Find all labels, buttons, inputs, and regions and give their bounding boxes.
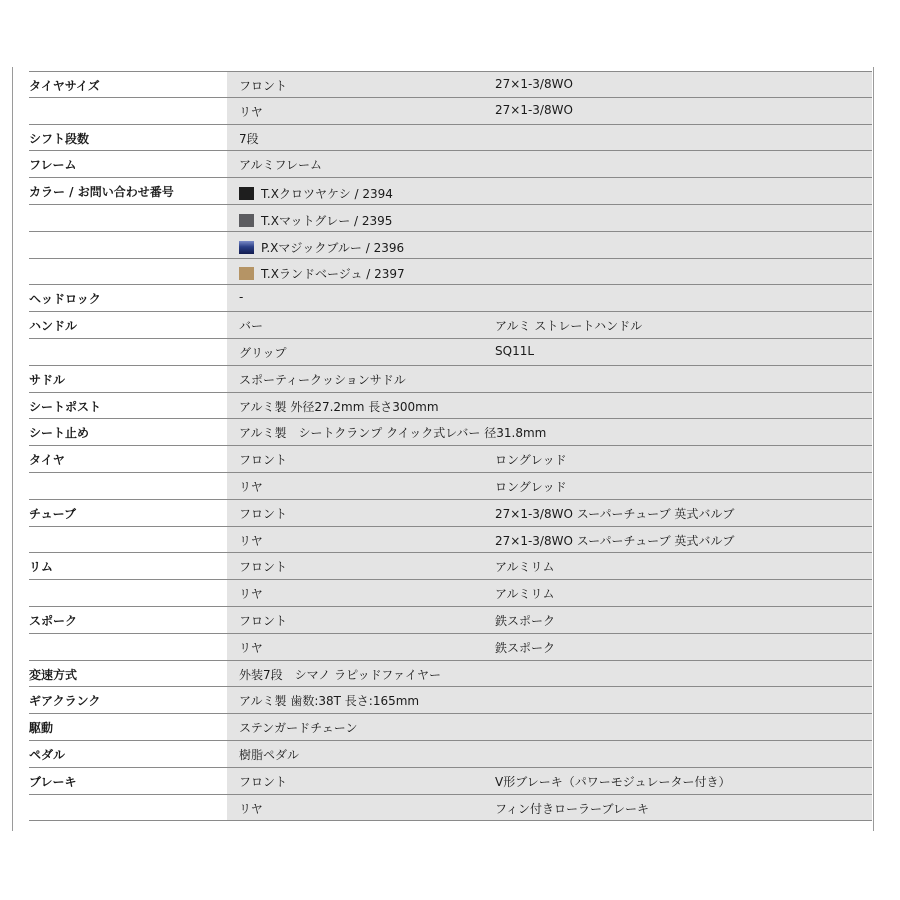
color-option [227, 232, 872, 258]
row-label-empty [29, 259, 227, 285]
cell-value: 鉄スポーク [495, 634, 872, 660]
table-row [29, 151, 872, 178]
sub-label: リヤ [227, 795, 495, 821]
color-name: T.Xランドベージュ / 2397 [261, 267, 405, 282]
table-row [29, 98, 872, 125]
color-name: T.Xクロツヤケシ / 2394 [261, 187, 393, 202]
table-row [29, 205, 872, 232]
row-label-empty [29, 232, 227, 258]
sub-label: フロント [227, 446, 495, 472]
cell-value: アルミフレーム [227, 151, 872, 177]
color-swatch-gray [239, 214, 254, 227]
table-row [29, 795, 872, 822]
cell-value: 鉄スポーク [495, 607, 872, 633]
cell-value: V形ブレーキ（パワーモジュレーター付き） [495, 768, 872, 794]
row-label-empty [29, 473, 227, 499]
row-label-handle: ハンドル [29, 312, 227, 338]
row-label-frame: フレーム [29, 151, 227, 177]
cell-value: 27×1-3/8WO スーパーチューブ 英式バルブ [495, 527, 872, 553]
row-label-gear-system: 変速方式 [29, 661, 227, 687]
cell-value: アルミリム [495, 580, 872, 606]
row-label-drive: 駆動 [29, 714, 227, 740]
row-label-empty [29, 795, 227, 821]
cell-value: 7段 [227, 125, 872, 151]
cell-value: ロングレッド [495, 446, 872, 472]
row-label-empty [29, 580, 227, 606]
table-row [29, 339, 872, 366]
cell-value: アルミ製 外径27.2mm 長さ300mm [227, 393, 872, 419]
sub-label: フロント [227, 72, 495, 97]
cell-value: - [227, 285, 872, 311]
cell-value: ステンガードチェーン [227, 714, 872, 740]
table-row [29, 473, 872, 500]
cell-value: フィン付きローラーブレーキ [495, 795, 872, 821]
cell-value: ロングレッド [495, 473, 872, 499]
sub-label: フロント [227, 553, 495, 579]
cell-value: 27×1-3/8WO [495, 98, 872, 124]
spec-table [29, 71, 872, 821]
table-row [29, 125, 872, 152]
table-row [29, 634, 872, 661]
table-row [29, 768, 872, 795]
cell-value: アルミ製 シートクランプ クイック式レバー 径31.8mm [227, 419, 872, 445]
cell-value: アルミ ストレートハンドル [495, 312, 872, 338]
table-row [29, 419, 872, 446]
sub-label: リヤ [227, 527, 495, 553]
cell-value: SQ11L [495, 339, 872, 365]
cell-value: 27×1-3/8WO スーパーチューブ 英式バルブ [495, 500, 872, 526]
row-label-crank: ギアクランク [29, 687, 227, 713]
table-row [29, 71, 872, 98]
table-row [29, 553, 872, 580]
cell-value: 樹脂ペダル [227, 741, 872, 767]
row-label-empty [29, 634, 227, 660]
row-label-seatclamp: シート止め [29, 419, 227, 445]
row-label-seatpost: シートポスト [29, 393, 227, 419]
table-row [29, 741, 872, 768]
table-row [29, 178, 872, 205]
table-row [29, 607, 872, 634]
table-row [29, 285, 872, 312]
cell-value: スポーティークッションサドル [227, 366, 872, 392]
cell-value: アルミ製 歯数:38T 長さ:165mm [227, 687, 872, 713]
color-swatch-black [239, 187, 254, 200]
sub-label: リヤ [227, 634, 495, 660]
row-label-empty [29, 205, 227, 231]
sub-label: フロント [227, 607, 495, 633]
color-name: T.Xマットグレー / 2395 [261, 213, 393, 228]
table-row [29, 527, 872, 554]
row-label-rim: リム [29, 553, 227, 579]
color-name: P.Xマジックブルー / 2396 [261, 240, 405, 255]
row-label-pedal: ペダル [29, 741, 227, 767]
row-label-spoke: スポーク [29, 607, 227, 633]
row-label-empty [29, 339, 227, 365]
sub-label: バー [227, 312, 495, 338]
table-row [29, 312, 872, 339]
row-label-tube: チューブ [29, 500, 227, 526]
row-label-color: カラー / お問い合わせ番号 [29, 178, 227, 204]
row-label-brake: ブレーキ [29, 768, 227, 794]
table-row [29, 661, 872, 688]
color-swatch-blue [239, 241, 254, 254]
row-label-empty [29, 98, 227, 124]
color-swatch-beige [239, 267, 254, 280]
cell-value: 外装7段 シマノ ラピッドファイヤー [227, 661, 872, 687]
row-label-tire: タイヤ [29, 446, 227, 472]
sub-label: フロント [227, 768, 495, 794]
table-row [29, 366, 872, 393]
sub-label: リヤ [227, 473, 495, 499]
cell-value: アルミリム [495, 553, 872, 579]
row-label-headlock: ヘッドロック [29, 285, 227, 311]
sub-label: リヤ [227, 580, 495, 606]
table-row [29, 393, 872, 420]
row-label-saddle: サドル [29, 366, 227, 392]
table-row [29, 687, 872, 714]
color-option [227, 205, 872, 231]
table-row [29, 259, 872, 286]
sub-label: リヤ [227, 98, 495, 124]
row-label-empty [29, 527, 227, 553]
cell-value: 27×1-3/8WO [495, 72, 872, 97]
sub-label: グリップ [227, 339, 495, 365]
table-row [29, 580, 872, 607]
table-row [29, 232, 872, 259]
color-option [227, 259, 872, 285]
table-row [29, 500, 872, 527]
color-option [227, 178, 872, 204]
sub-label: フロント [227, 500, 495, 526]
row-label-shift: シフト段数 [29, 125, 227, 151]
table-row [29, 714, 872, 741]
table-row [29, 446, 872, 473]
row-label-tire-size: タイヤサイズ [29, 72, 227, 97]
